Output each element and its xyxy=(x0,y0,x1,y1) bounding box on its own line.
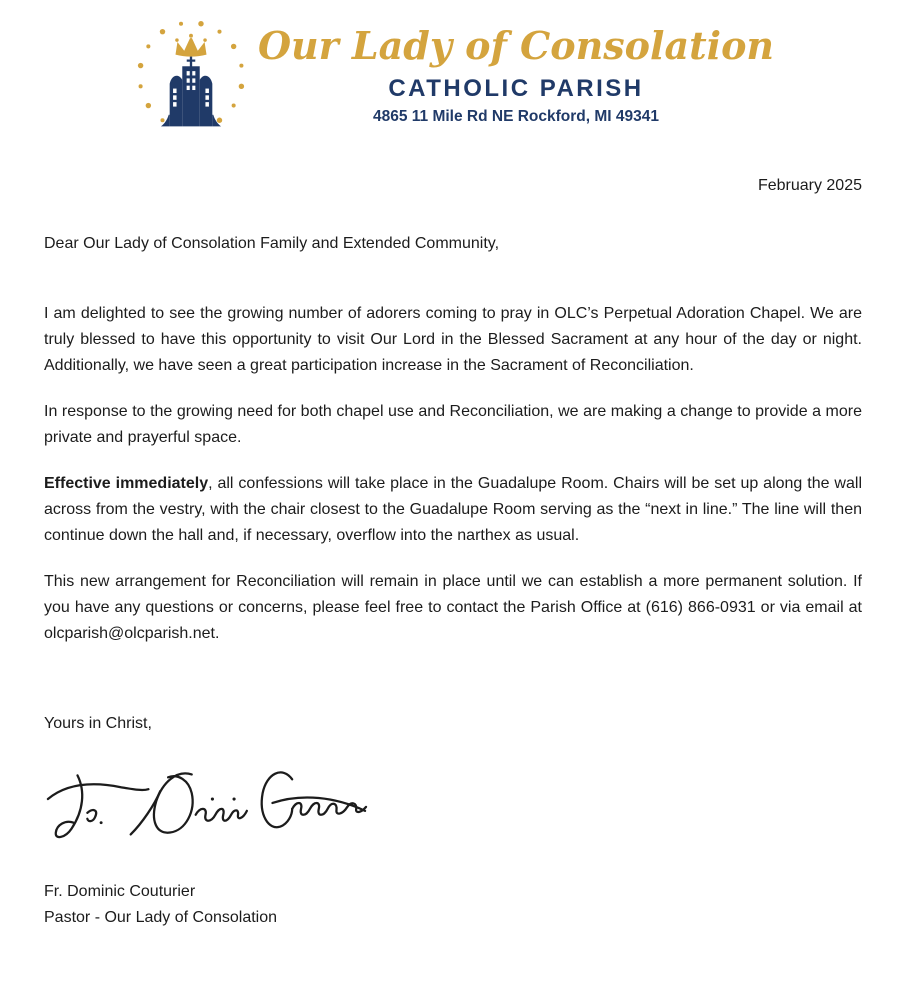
crown-icon xyxy=(175,34,207,57)
salutation: Dear Our Lady of Consolation Family and Extended Community, xyxy=(44,235,500,252)
paragraph-3-rest: , all confessions will take place in the Guadalupe Room. Chairs will be set up along the wall across from the vestry, with the chair closest to the Guadalupe Room serving as the “next in line.” The line will then continue down the hall and, if necessary, overflow into the narthex as usual. xyxy=(44,475,862,544)
paragraph-3-bold-lead: Effective immediately xyxy=(44,475,209,492)
signer-title: Pastor - Our Lady of Consolation xyxy=(44,909,278,926)
parish-title: Our Lady of Consolation xyxy=(257,23,775,69)
letter-date: February 2025 xyxy=(757,177,862,194)
letterhead-text xyxy=(258,24,774,126)
paragraph-3 xyxy=(44,471,862,549)
signature-scribble-icon xyxy=(44,753,369,849)
signature-image xyxy=(44,753,369,849)
closing-line: Yours in Christ, xyxy=(44,715,152,732)
signer-name: Fr. Dominic Couturier xyxy=(44,883,196,900)
church-icon xyxy=(161,57,221,127)
parish-address: 4865 11 Mile Rd NE Rockford, MI 49341 xyxy=(372,107,659,125)
paragraph-4: This new arrangement for Reconciliation will remain in place until we can establish a more permanent solution. If you have any questions or concerns, please feel free to contact the Parish Office at (616) 866-0931 or via email at olcparish@olcparish.net. xyxy=(44,573,862,642)
parish-logo-icon xyxy=(132,12,250,138)
signature-block xyxy=(44,879,862,931)
parish-subtitle: CATHOLIC PARISH xyxy=(388,74,644,102)
paragraph-2: In response to the growing need for both chapel use and Reconciliation, we are making a change to provide a more private and prayerful space. xyxy=(44,403,862,446)
letter-body xyxy=(44,231,862,931)
paragraph-1: I am delighted to see the growing number of adorers coming to pray in OLC’s Perpetual Adoration Chapel. We are truly blessed to have this opportunity to visit Our Lord in the Blessed Sacrament at any hour of the day or night. Additionally, we have seen a great participation increase in the Sacrament of Reconciliation. xyxy=(44,305,862,374)
letterhead xyxy=(0,0,906,138)
